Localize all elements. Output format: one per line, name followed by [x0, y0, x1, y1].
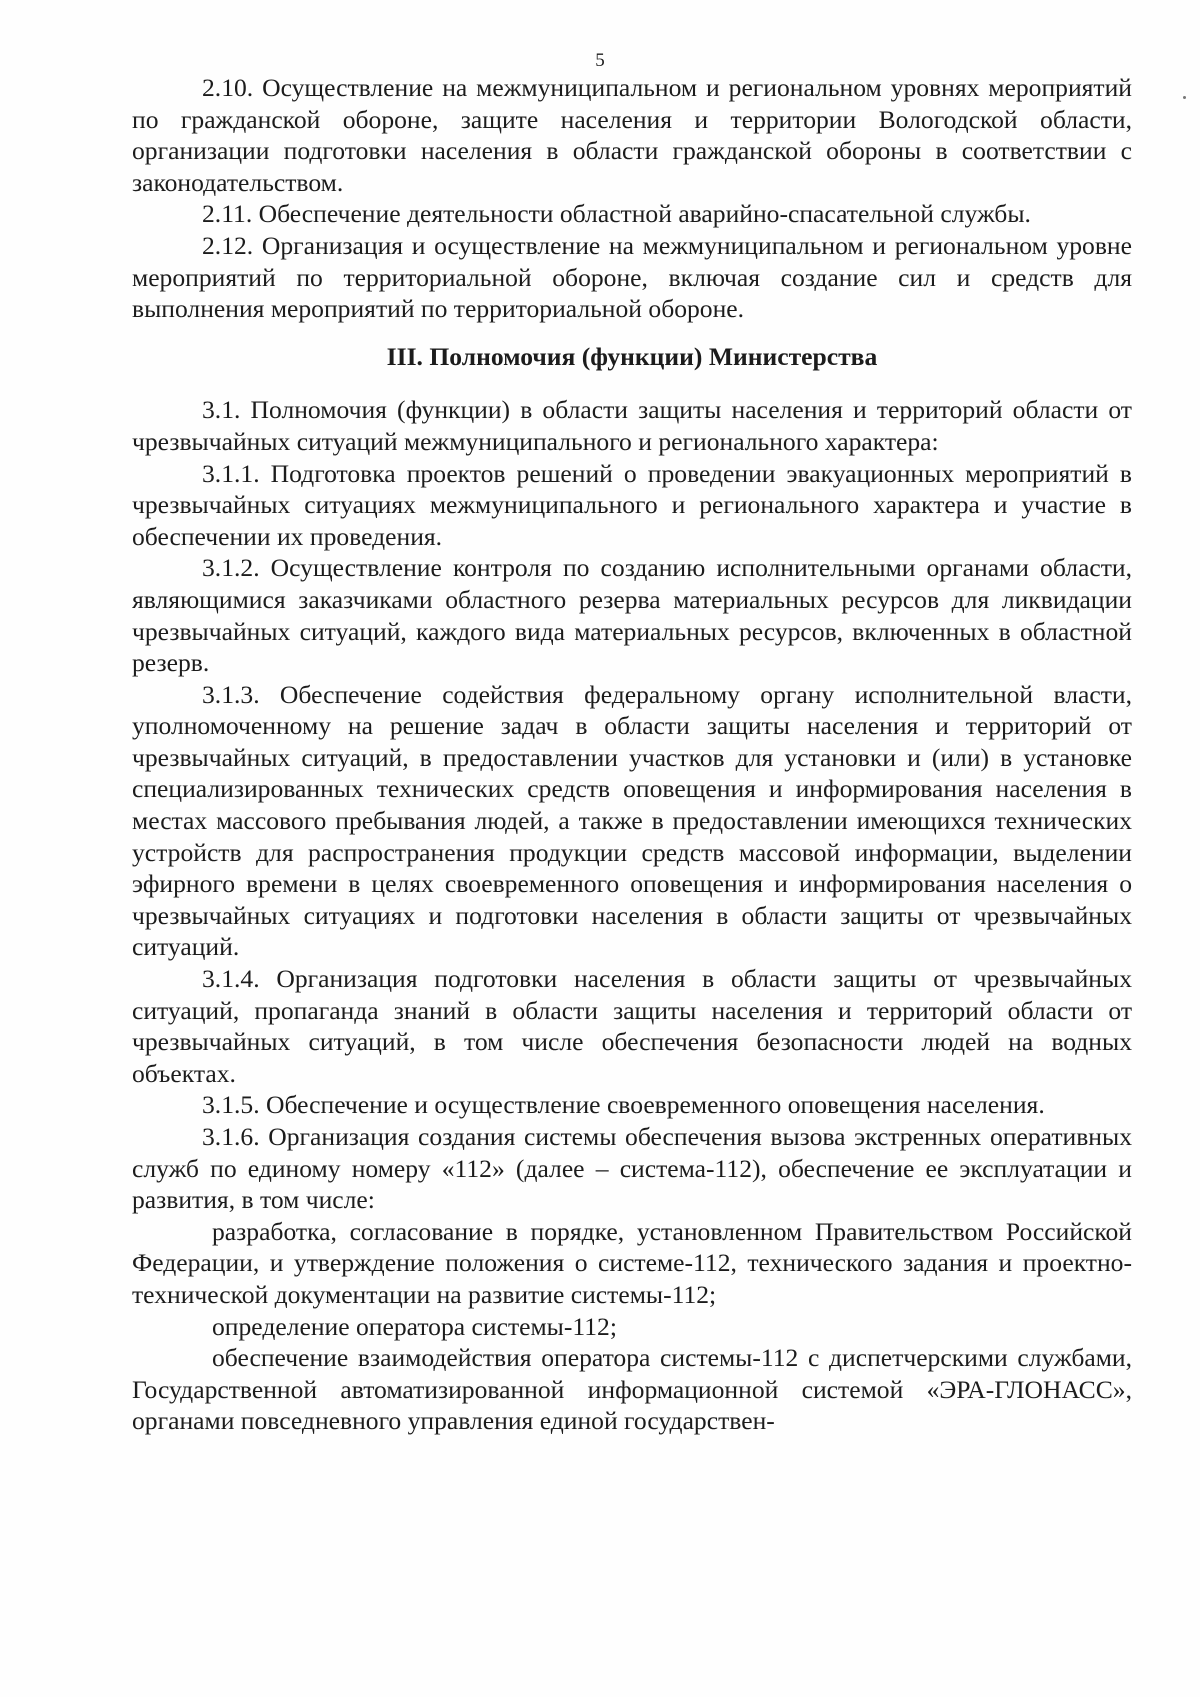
paragraph-3-1: 3.1. Полномочия (функции) в области защиты населения и территорий области от чрезвычайных ситуаций межмуниципального и регионального характера: — [132, 395, 1132, 456]
document-body — [132, 72, 1132, 1437]
page-number: 5 — [595, 50, 605, 71]
paragraph-3-1-6: 3.1.6. Организация создания системы обеспечения вызова экстренных оперативных служб по единому номеру «112» (далее – система-112), обеспечение ее эксплуатации и развития, в том числе: — [132, 1122, 1132, 1215]
paragraph-3-1-1: 3.1.1. Подготовка проектов решений о проведении эвакуационных мероприятий в чрезвычайных ситуациях межмуниципального и регионального характера и участие в обеспечении их проведения. — [132, 458, 1132, 551]
paragraph-3-1-2: 3.1.2. Осуществление контроля по созданию исполнительными органами области, являющимися заказчиками областного резерва материальных ресурсов для ликвидации чрезвычайных ситуаций, каждого вида материальных ресурсов, включенных в областной резерв. — [132, 553, 1132, 678]
paragraph-3-1-4: 3.1.4. Организация подготовки населения в области защиты от чрезвычайных ситуаций, пропаганда знаний в области защиты населения и территорий области от чрезвычайных ситуаций, в том числе обеспечения безопасности людей на водных объектах. — [132, 964, 1132, 1088]
list-item-development: разработка, согласование в порядке, установленном Правительством Российской Федерации, и утверждение положения о системе-112, технического задания и проектно-технической документации на развитие системы-112; — [132, 1216, 1132, 1309]
scan-speck — [1183, 96, 1186, 99]
paragraph-2-12: 2.12. Организация и осуществление на межмуниципальном и региональном уровне мероприятий по территориальной обороне, включая создание сил и средств для выполнения мероприятий по территориальной обороне. — [132, 230, 1132, 324]
list-item-interaction: обеспечение взаимодействия оператора системы-112 с диспетчерскими службами, Государственной автоматизированной информационной системой «ЭРА-ГЛОНАСС», органами повседневного управления единой государствен- — [132, 1343, 1132, 1436]
paragraph-3-1-5: 3.1.5. Обеспечение и осуществление своевременного оповещения населения. — [202, 1090, 1045, 1120]
section-heading: III. Полномочия (функции) Министерства — [386, 341, 878, 371]
list-item-operator: определение оператора системы-112; — [212, 1311, 617, 1341]
paragraph-3-1-3: 3.1.3. Обеспечение содействия федеральному органу исполнительной власти, уполномоченному на решение задач в области защиты населения и территорий от чрезвычайных ситуаций, в предоставлении участков для установки и (или) в установке специализированных технических средств оповещения и информирования населения в местах массового пребывания людей, а также в предоставлении имеющихся технических устройств для распространения продукции средств массовой информации, выделении эфирного времени в целях своевременного оповещения и информирования населения о чрезвычайных ситуациях и подготовки населения в области защиты от чрезвычайных ситуаций. — [132, 679, 1132, 962]
paragraph-2-11: 2.11. Обеспечение деятельности областной аварийно-спасательной службы. — [202, 199, 1031, 229]
paragraph-2-10: 2.10. Осуществление на межмуниципальном и региональном уровнях мероприятий по гражданской обороне, защите населения и территории Вологодской области, организации подготовки населения в области гражданской обороны в соответствии с законодательством. — [132, 73, 1132, 197]
